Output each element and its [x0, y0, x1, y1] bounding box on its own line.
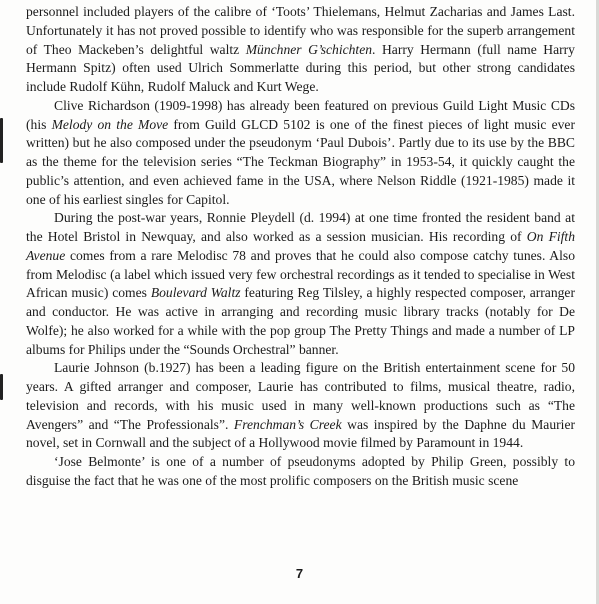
- paragraph: [26, 97, 575, 210]
- italic-title: On Fifth Avenue: [26, 229, 575, 263]
- binding-mark: [0, 137, 3, 163]
- binding-mark: [0, 374, 3, 400]
- paragraph: [26, 359, 575, 453]
- text-run: from Guild GLCD 5102 is one of the finest pieces of light music ever written) but he also composed under the pseudonym ‘Paul Dubois’. Partly due to its use by the BBC as the theme for the television series “The Teckman Biography” in 1953-54, it quickly caught the public’s attention, and even achieved fame in the USA, where Nelson Riddle (1921-1985) made it one of his earliest singles for Capitol.: [26, 116, 575, 207]
- text-run: personnel included players of the calibre of ‘Toots’ Thielemans, Helmut Zacharias and James Last. Unfortunately it has not proved possible to identify who was responsible for the superb arrangement of Theo Mackeben’s delightful waltz: [26, 4, 575, 57]
- italic-title: Boulevard Waltz: [150, 285, 241, 301]
- text-run: comes from a rare Melodisc 78 and proves that he could also compose catchy tunes. Also from Melodisc (a label which issued very few orchestral recordings as it tended to specialise in West African music) comes: [26, 247, 575, 301]
- paragraph: [26, 453, 575, 491]
- italic-title: Melody on the Move: [51, 116, 169, 132]
- paragraph: [26, 3, 575, 97]
- text-run: was inspired by the Daphne du Maurier novel, set in Cornwall and the subject of a Hollywood movie filmed by Paramount in 1944.: [26, 416, 576, 451]
- text-run: featuring Reg Tilsley, a highly respected composer, arranger and conductor. He was active in arranging and recording music library tracks (notably for De Wolfe); he also worked for a while with the pop group The Pretty Things and made a number of LP albums for Philips under the “Sounds Orchestral” banner.: [26, 285, 575, 357]
- text-run: Clive Richardson (1909-1998) has already been featured on previous Guild Light Music CDs (his: [26, 97, 575, 132]
- text-run: During the post-war years, Ronnie Pleydell (d. 1994) at one time fronted the resident band at the Hotel Bristol in Newquay, and also worked as a session musician. His recording of: [26, 210, 575, 244]
- page-number: 7: [295, 566, 304, 581]
- text-run: Laurie Johnson (b.1927) has been a leading figure on the British entertainment scene for 50 years. A gifted arranger and composer, Laurie has contributed to films, musical theatre, radio, television and records, with his music used in many well-known productions such as “The Avengers” and “The Professionals”.: [26, 360, 575, 432]
- paragraph: [26, 209, 575, 359]
- text-run: ‘Jose Belmonte’ is one of a number of pseudonyms adopted by Philip Green, possibly to disguise the fact that he was one of the most prolific composers on the British music scene: [26, 454, 575, 488]
- text-run: . Harry Hermann (full name Harry Hermann Spitz) often used Ulrich Sommerlatte during this period, but other strong candidates include Rudolf Kühn, Rudolf Maluck and Kurt Wege.: [26, 41, 575, 94]
- italic-title: Münchner G’schichten: [245, 41, 373, 57]
- italic-title: Frenchman’s Creek: [233, 416, 342, 432]
- body-text: [26, 3, 575, 491]
